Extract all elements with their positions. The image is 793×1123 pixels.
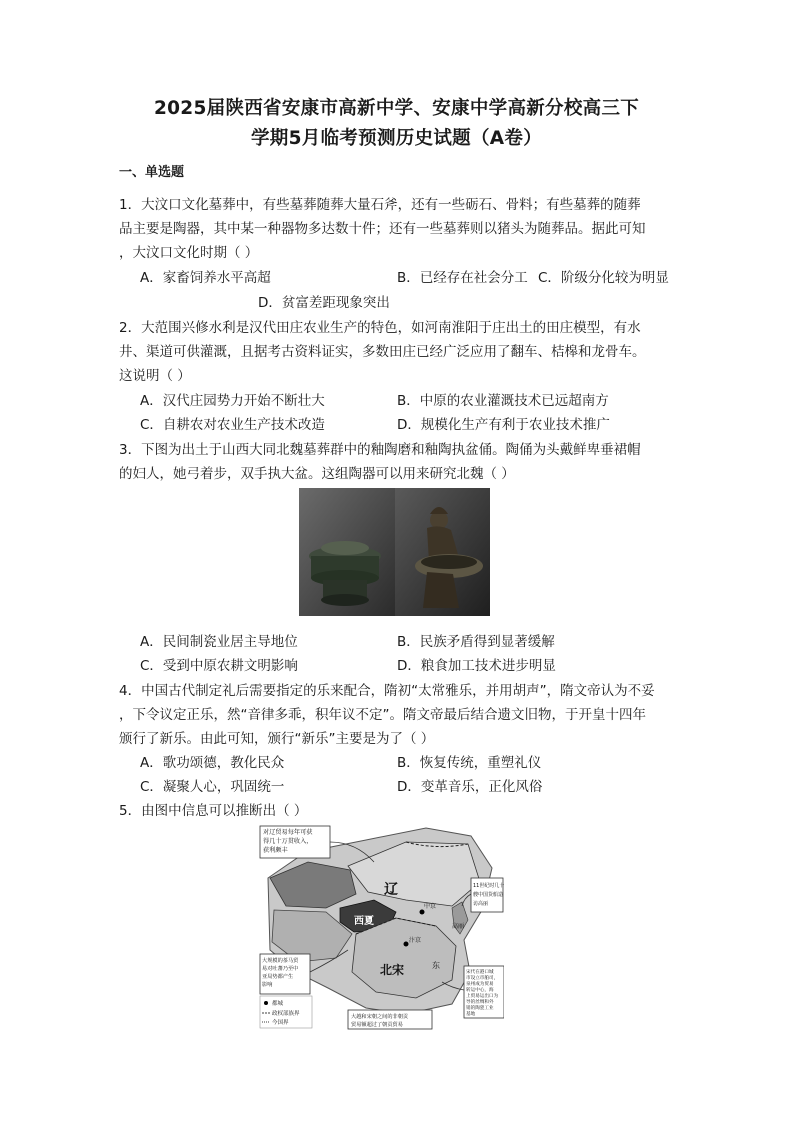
- note-b-line1: 大越和宋朝之间的非朝贡: [351, 1014, 409, 1020]
- q1-option-d[interactable]: D．贫富差距现象突出: [258, 295, 390, 311]
- q4-stem-line1: 4．中国古代制定礼后需要指定的乐来配合，隋初“太常雅乐，并用胡声”，隋文帝认为不妥: [119, 683, 655, 699]
- label-zhongjing: 中京: [424, 903, 437, 910]
- note-r-line2: 艘中国货船造: [473, 892, 504, 898]
- label-liao: 辽: [384, 882, 398, 898]
- note-br-line8: 基地: [466, 1012, 476, 1017]
- q2-option-c[interactable]: C．自耕农对农业生产技术改造: [140, 417, 325, 433]
- pottery-illustration: [299, 488, 490, 616]
- note-tl-line2: 得几十万贯收入，: [263, 838, 313, 845]
- note-l-line4: 影响: [262, 982, 273, 988]
- section-heading: 一、单选题: [119, 165, 185, 180]
- note-tl-line3: 获利颇丰: [263, 847, 288, 854]
- paper-title-line2: 学期5月临考预测历史试题（A卷）: [251, 128, 542, 149]
- q3-option-c[interactable]: C．受到中原农耕文明影响: [140, 658, 298, 674]
- q2-stem-line1: 2．大范围兴修水利是汉代田庄农业生产的特色，如河南淮阳于庄出土的田庄模型，有水: [119, 320, 641, 336]
- note-br-line6: 导的丝绸和外: [466, 1000, 494, 1005]
- legend-border: 政权部族界: [272, 1011, 300, 1017]
- note-br-line3: 泉州成为贸易: [466, 982, 494, 987]
- label-xixia: 西夏: [354, 916, 374, 927]
- q2-stem-line2: 井、渠道可供灌溉，且据考古资料证实，多数田庄已经广泛应用了翻车、桔槔和龙骨车。: [119, 344, 646, 360]
- note-br-line5: 上贸易运出口为: [466, 994, 499, 999]
- legend-capital: 都城: [272, 1001, 284, 1007]
- note-br-line4: 转运中心，海: [466, 988, 494, 993]
- q4-option-b[interactable]: B．恢复传统，重塑礼仪: [397, 755, 542, 771]
- q3-option-b[interactable]: B．民族矛盾得到显著缓解: [397, 634, 555, 650]
- q1-option-b[interactable]: B．已经存在社会分工: [397, 270, 528, 286]
- q4-stem-line3: 颁行了新乐。由此可知，颁行“新乐”主要是为了（ ）: [119, 731, 435, 747]
- q3-option-a[interactable]: A．民间制瓷业居主导地位: [140, 634, 298, 650]
- q3-stem-line2: 的妇人，她弓着步，双手执大盆。这组陶器可以用来研究北魏（ ）: [119, 466, 515, 482]
- note-r-line1: 11世纪时几十: [473, 883, 504, 889]
- note-r-line3: 访高丽: [473, 901, 489, 907]
- note-l-line1: 大规模的茶马贸: [262, 958, 299, 964]
- capital-marker: [420, 910, 425, 915]
- q1-stem-line2: 品主要是陶器，其中某一种器物多达数十件；还有一些墓葬则以猪头为随葬品。据此可知: [119, 221, 646, 237]
- q1-option-c[interactable]: C．阶级分化较为明显: [538, 270, 669, 286]
- q1-stem-line3: ，大汶口文化时期（ ）: [119, 245, 259, 261]
- note-br-line1: 宋代在港口城: [466, 970, 494, 975]
- label-kaifeng: 汴京: [409, 937, 422, 944]
- note-br-line7: 销的陶瓷工业: [466, 1006, 494, 1011]
- note-l-line2: 易对吐蕃乃至中: [262, 966, 299, 972]
- q2-option-a[interactable]: A．汉代庄园势力开始不断壮大: [140, 393, 325, 409]
- legend-national-border: 今国界: [272, 1020, 289, 1026]
- q4-option-a[interactable]: A．歌功颂德，教化民众: [140, 755, 285, 771]
- label-dong: 东: [432, 961, 440, 970]
- q4-stem-line2: ，下令议定正乐，然“音律多乖，积年议不定”。隋文帝最后结合遗文旧物，于开皇十四年: [119, 707, 646, 723]
- label-gaoli: 高丽: [452, 923, 465, 930]
- map-graphic: [256, 822, 504, 1030]
- song-trade-map: [256, 822, 504, 1030]
- q5-stem: 5．由图中信息可以推断出（ ）: [119, 803, 308, 819]
- q2-option-d[interactable]: D．规模化生产有利于农业技术推广: [397, 417, 610, 433]
- q4-option-c[interactable]: C．凝聚人心，巩固统一: [140, 779, 285, 795]
- q2-stem-line3: 这说明（ ）: [119, 368, 191, 384]
- q4-option-d[interactable]: D．变革音乐，正化风俗: [397, 779, 543, 795]
- q1-option-a[interactable]: A．家畜饲养水平高超: [140, 270, 271, 286]
- note-tl-line1: 对辽贸易每年可获: [263, 829, 313, 836]
- q3-option-d[interactable]: D．粮食加工技术进步明显: [397, 658, 556, 674]
- label-beisong: 北宋: [380, 963, 405, 977]
- pottery-photo: [299, 488, 490, 616]
- q1-stem-line1: 1．大汶口文化墓葬中，有些墓葬随葬大量石斧，还有一些砺石、骨料；有些墓葬的随葬: [119, 197, 641, 213]
- capital-marker: [404, 942, 409, 947]
- q3-stem-line1: 3．下图为出土于山西大同北魏墓葬群中的釉陶磨和釉陶执盆俑。陶俑为头戴鲜卑垂裙帽: [119, 442, 641, 458]
- note-l-line3: 亚局势都产生: [262, 974, 294, 980]
- paper-title-line1: 2025届陕西省安康市高新中学、安康中学高新分校高三下: [153, 98, 640, 119]
- note-br-line2: 市设立市舶司，: [466, 976, 499, 981]
- q2-option-b[interactable]: B．中原的农业灌溉技术已远超南方: [397, 393, 609, 409]
- note-b-line2: 贸易额超过了朝贡贸易: [351, 1022, 403, 1028]
